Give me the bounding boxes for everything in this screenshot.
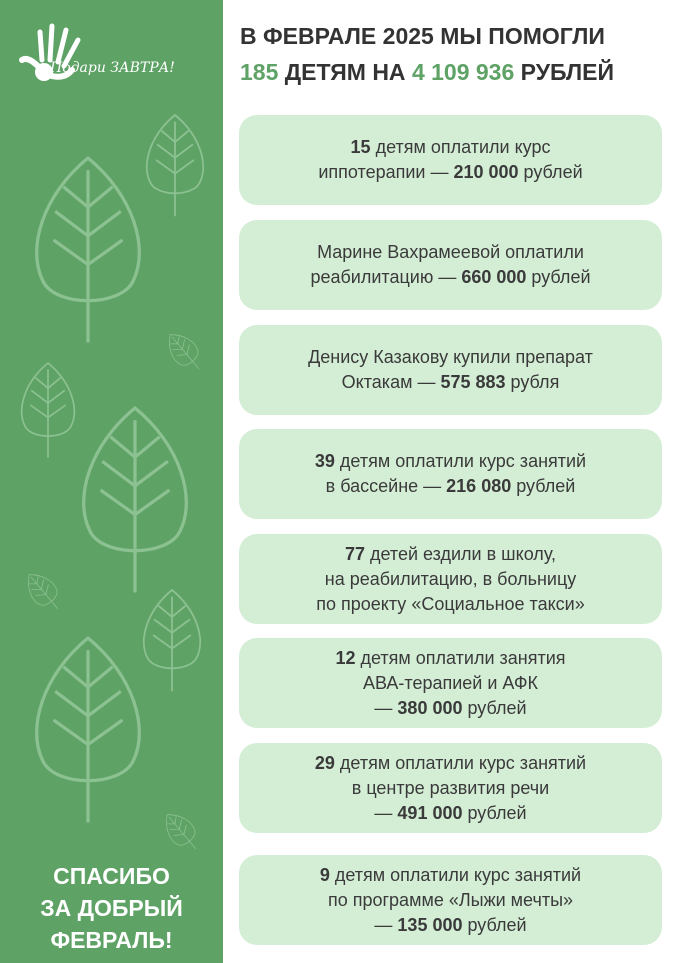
card-line: АВА-терапией и АФК [363, 672, 538, 693]
card-amount: 380 000 [397, 697, 463, 718]
card-number: 39 [314, 451, 335, 471]
card-text: рублей [462, 914, 527, 935]
card-amount: 216 080 [446, 476, 512, 496]
title-line-1: В ФЕВРАЛЕ 2025 МЫ ПОМОГЛИ [240, 23, 605, 49]
help-card [239, 534, 662, 624]
help-card [239, 115, 662, 205]
brand-name: Подари ЗАВТРА! [50, 60, 175, 76]
title-text: РУБЛЕЙ [514, 59, 614, 85]
help-card [239, 743, 662, 833]
card-line [308, 345, 593, 370]
card-text: — [374, 697, 398, 718]
card-line [345, 542, 556, 567]
card-line [374, 913, 526, 938]
card-number: 15 [350, 137, 371, 157]
card-line [374, 801, 526, 826]
card-text: в бассейне — [325, 476, 447, 496]
help-card [239, 220, 662, 310]
help-card [239, 638, 662, 728]
card-text: рублей [526, 267, 591, 287]
card-line [318, 160, 582, 185]
card-text: детям оплатили курс занятий [329, 864, 582, 885]
card-text: детей ездили в школу, [365, 543, 557, 564]
card-line [326, 474, 576, 499]
card-text: рублей [462, 697, 527, 718]
green-sidebar [0, 0, 223, 963]
children-count: 185 [240, 59, 279, 85]
title-text: ДЕТЯМ НА [278, 59, 412, 85]
card-text: Марине Вахрамеевой оплатили [317, 242, 584, 262]
card-line: по программе «Лыжи мечты» [327, 889, 574, 910]
card-text: Денису Казакову купили препарат [308, 347, 593, 367]
card-text: детям оплатили курс занятий [334, 451, 587, 471]
card-text: детям оплатили курс [370, 137, 551, 157]
card-amount: 210 000 [453, 162, 519, 182]
card-line [374, 696, 526, 721]
title-line-2 [240, 54, 670, 90]
card-number: 9 [319, 864, 330, 885]
card-line [315, 751, 586, 776]
card-text: иппотерапии — [318, 162, 454, 182]
card-text: детям оплатили занятия [355, 647, 566, 668]
card-amount: 660 000 [461, 267, 527, 287]
card-line: на реабилитацию, в больницу [324, 568, 577, 589]
help-card [239, 429, 662, 519]
card-line [310, 265, 590, 290]
page-title [240, 18, 670, 90]
card-number: 77 [344, 543, 365, 564]
hand-logo-icon [14, 14, 184, 94]
help-card [239, 855, 662, 945]
card-text: реабилитацию — [310, 267, 462, 287]
card-line [342, 370, 560, 395]
card-text: детям оплатили курс занятий [334, 752, 587, 773]
card-number: 29 [314, 752, 335, 773]
card-number: 12 [335, 647, 356, 668]
card-line: в центре развития речи [351, 777, 550, 798]
card-text: — [374, 914, 398, 935]
thanks-line: ЗА ДОБРЫЙ [40, 895, 183, 921]
card-line [317, 240, 584, 265]
thanks-line: СПАСИБО [53, 863, 170, 889]
card-text: рубля [505, 372, 560, 392]
card-amount: 135 000 [397, 914, 463, 935]
card-text: — [374, 802, 398, 823]
card-amount: 491 000 [397, 802, 463, 823]
help-card [239, 325, 662, 415]
card-line [335, 646, 565, 671]
leaf-pattern-icon [0, 0, 223, 963]
card-line [351, 135, 551, 160]
card-line [315, 449, 586, 474]
card-amount: 575 883 [440, 372, 506, 392]
card-text: Октакам — [341, 372, 441, 392]
thanks-message [0, 860, 223, 956]
card-line [320, 863, 581, 888]
thanks-line: ФЕВРАЛЬ! [50, 927, 173, 953]
total-sum: 4 109 936 [411, 59, 515, 85]
card-text: рублей [518, 162, 583, 182]
card-line: по проекту «Социальное такси» [316, 593, 585, 614]
card-text: рублей [511, 476, 576, 496]
card-text: рублей [462, 802, 527, 823]
